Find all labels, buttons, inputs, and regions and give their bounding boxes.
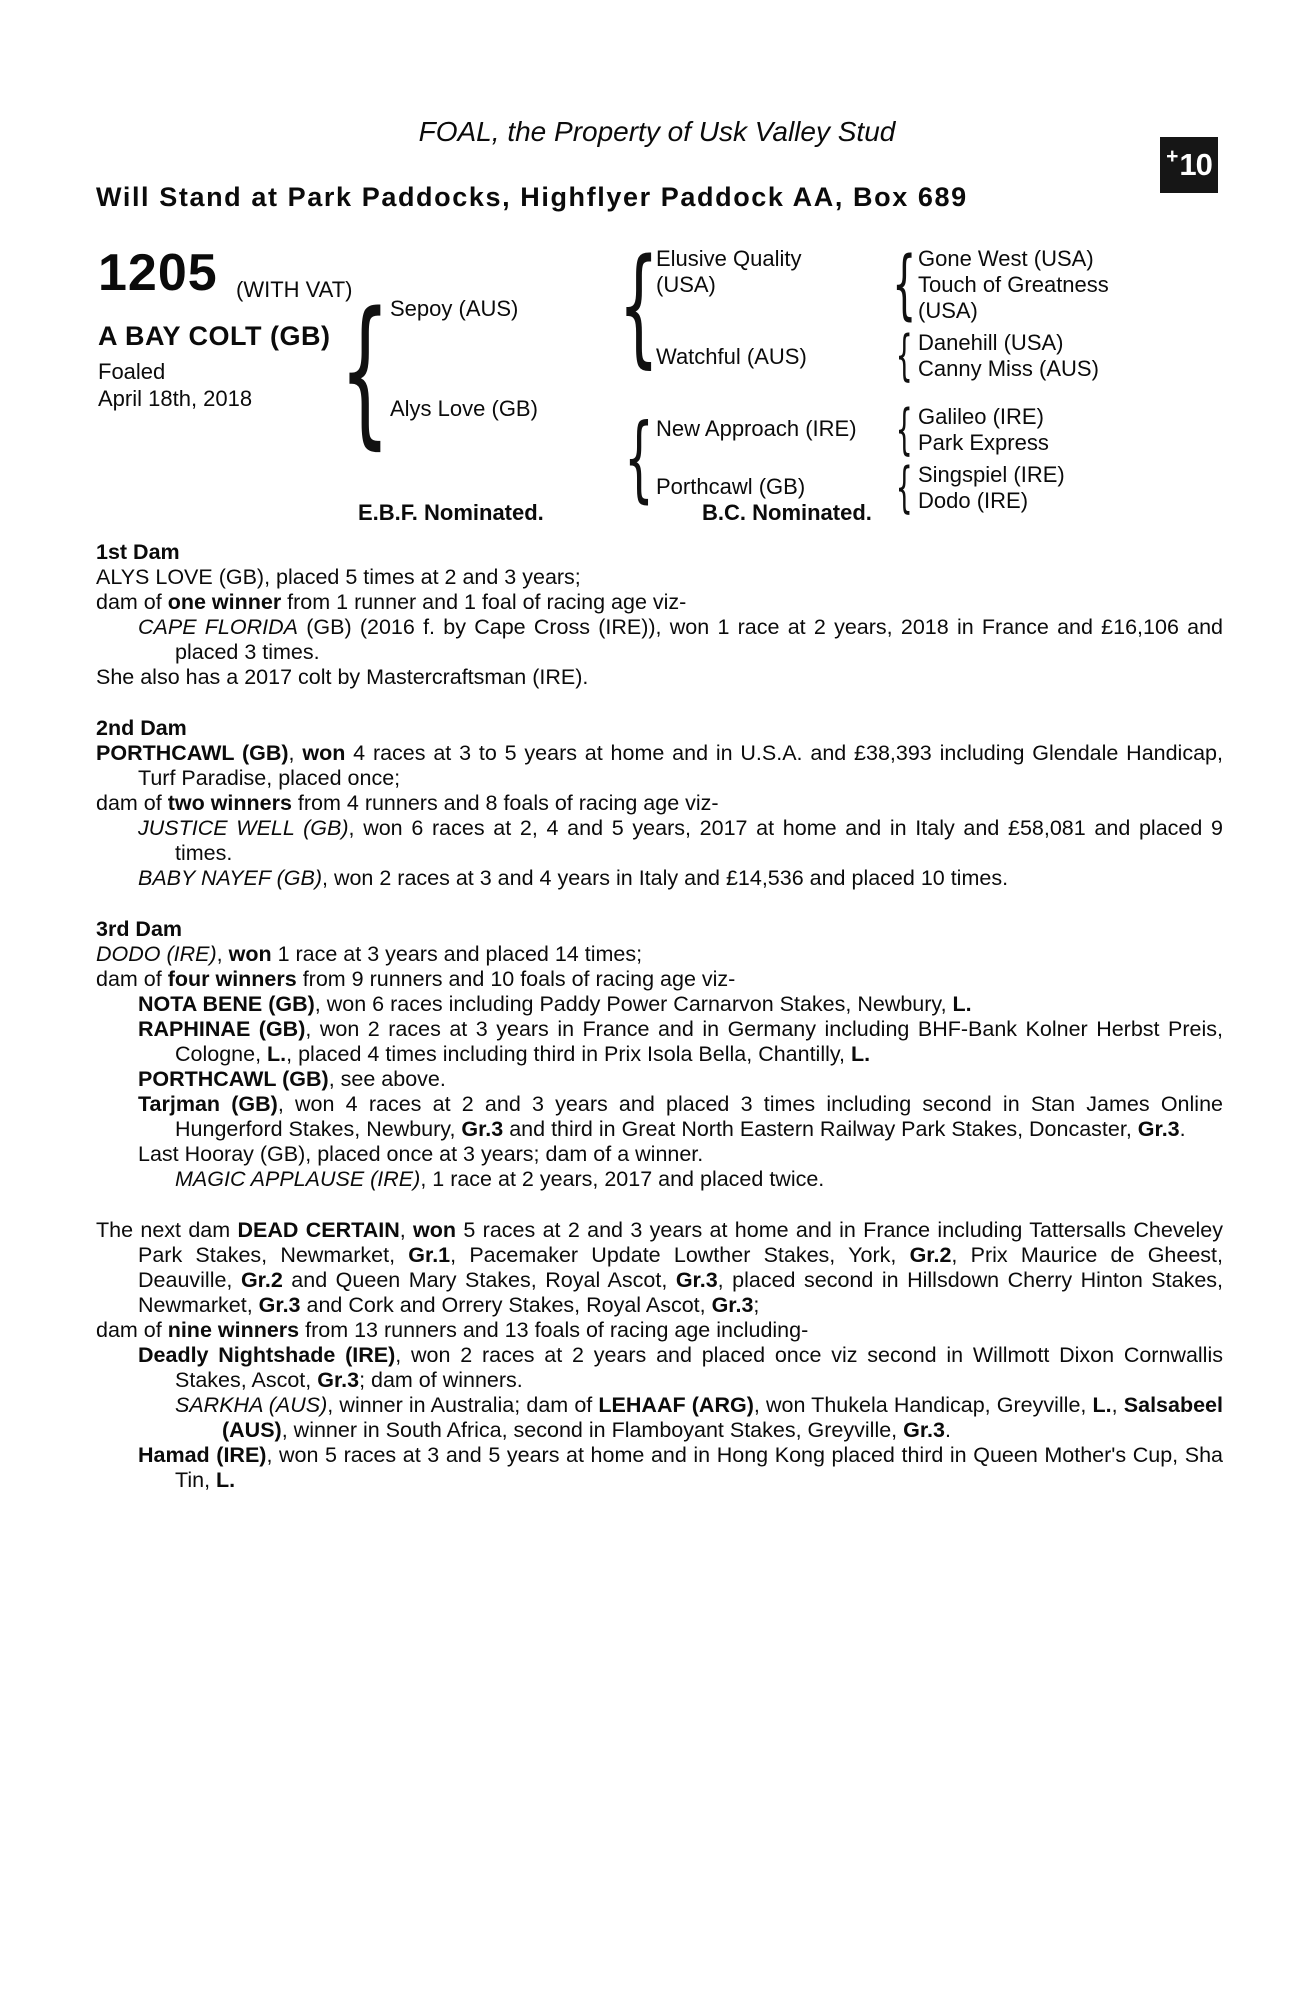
pedigree-dds: Singspiel (IRE) <box>918 462 1065 487</box>
pedigree-dam: Alys Love (GB) <box>390 396 538 421</box>
pedigree-sire: Sepoy (AUS) <box>390 296 519 321</box>
pedigree-sds: Danehill (USA) <box>918 330 1064 355</box>
bc-nominated: B.C. Nominated. <box>702 500 872 525</box>
section-heading: 2nd Dam <box>96 716 187 740</box>
brace-gen3-d-icon: { <box>895 455 913 519</box>
pedigree-paragraph: dam of one winner from 1 runner and 1 foal of racing age viz- <box>96 590 687 614</box>
pedigree-paragraph: dam of nine winners from 13 runners and 13 foals of racing age including- <box>96 1318 809 1342</box>
pedigree-paragraph: CAPE FLORIDA (GB) (2016 f. by Cape Cross (IRE)), won 1 race at 2 years, 2018 in France and £16,106 and placed 3 times. <box>138 615 1224 664</box>
pedigree-paragraph: Hamad (IRE), won 5 races at 3 and 5 years at home and in Hong Kong placed third in Queen Mother's Cup, Sha Tin, L. <box>138 1443 1224 1492</box>
brace-gen3-b-icon: { <box>895 323 913 387</box>
foaled-date: April 18th, 2018 <box>98 386 253 411</box>
pedigree-sire-sire: Elusive Quality <box>656 246 802 271</box>
pedigree-ssd: Touch of Greatness <box>918 272 1109 297</box>
pedigree-paragraph: Deadly Nightshade (IRE), won 2 races at 2 years and placed once viz second in Willmott Dixon Cornwallis Stakes, Ascot, Gr.3; dam of winners. <box>138 1343 1223 1392</box>
vat-note: (WITH VAT) <box>236 277 353 302</box>
brace-dam-parents-icon: { <box>624 403 654 513</box>
pedigree-sdd: Canny Miss (AUS) <box>918 356 1099 381</box>
badge-plus: + <box>1166 145 1179 168</box>
pedigree-sire-dam: Watchful (AUS) <box>656 344 807 369</box>
brace-gen3-a-icon: { <box>891 238 917 328</box>
pedigree-dam-dam: Porthcawl (GB) <box>656 474 806 499</box>
pedigree-ddd: Dodo (IRE) <box>918 488 1029 513</box>
pedigree-paragraph: PORTHCAWL (GB), won 4 races at 3 to 5 years at home and in U.S.A. and £38,393 including Glendale Handicap, Turf Paradise, placed once; <box>96 741 1223 790</box>
ebf-nominated: E.B.F. Nominated. <box>358 500 544 525</box>
pedigree-sire-sire-suffix: (USA) <box>656 272 716 297</box>
pedigree-dsd: Park Express <box>918 430 1049 455</box>
pedigree-paragraph: dam of two winners from 4 runners and 8 foals of racing age viz- <box>96 791 719 815</box>
badge-number: 10 <box>1179 147 1212 182</box>
brace-gen1-icon: { <box>339 276 391 464</box>
brace-sire-parents-icon: { <box>618 231 660 381</box>
foaled-label: Foaled <box>98 359 166 384</box>
pedigree-dam-sire: New Approach (IRE) <box>656 416 857 441</box>
horse-description: A BAY COLT (GB) <box>98 321 331 351</box>
brace-gen3-c-icon: { <box>895 397 913 461</box>
plus-ten-badge-icon <box>1160 137 1218 193</box>
pedigree-text-body <box>96 540 1223 1493</box>
pedigree-paragraph: Last Hooray (GB), placed once at 3 years; dam of a winner. <box>138 1142 704 1166</box>
pedigree-dss: Galileo (IRE) <box>918 404 1044 429</box>
pedigree-paragraph: PORTHCAWL (GB), see above. <box>138 1067 446 1091</box>
section-heading: 3rd Dam <box>96 917 183 941</box>
section-heading: 1st Dam <box>96 540 180 564</box>
stand-location-line: Will Stand at Park Paddocks, Highflyer Paddock AA, Box 689 <box>96 182 968 212</box>
pedigree-sss: Gone West (USA) <box>918 246 1094 271</box>
lot-number: 1205 <box>98 244 218 302</box>
pedigree-paragraph: DODO (IRE), won 1 race at 3 years and placed 14 times; <box>96 942 643 966</box>
pedigree-ssd-suffix: (USA) <box>918 298 978 323</box>
pedigree-paragraph: Tarjman (GB), won 4 races at 2 and 3 years and placed 3 times including second in Stan James Online Hungerford Stakes, Newbury, Gr.3 and third in Great North Eastern Railway Park Stakes, Doncaster, Gr.3. <box>138 1092 1223 1141</box>
pedigree-paragraph: JUSTICE WELL (GB), won 6 races at 2, 4 and 5 years, 2017 at home and in Italy and £58,081 and placed 9 times. <box>138 816 1223 865</box>
pedigree-paragraph: NOTA BENE (GB), won 6 races including Paddy Power Carnarvon Stakes, Newbury, L. <box>138 992 972 1016</box>
page-title: FOAL, the Property of Usk Valley Stud <box>418 116 896 147</box>
pedigree-paragraph: ALYS LOVE (GB), placed 5 times at 2 and 3 years; <box>96 565 581 589</box>
pedigree-paragraph: She also has a 2017 colt by Mastercraftsman (IRE). <box>96 665 589 689</box>
pedigree-paragraph: SARKHA (AUS), winner in Australia; dam of LEHAAF (ARG), won Thukela Handicap, Greyville, L., Salsabeel (AUS), winner in South Africa, second in Flamboyant Stakes, Greyville, Gr.3. <box>175 1393 1223 1442</box>
pedigree-paragraph: dam of four winners from 9 runners and 10 foals of racing age viz- <box>96 967 736 991</box>
pedigree-paragraph: BABY NAYEF (GB), won 2 races at 3 and 4 years in Italy and £14,536 and placed 10 times. <box>138 866 1009 890</box>
pedigree-paragraph: The next dam DEAD CERTAIN, won 5 races at 2 and 3 years at home and in France including Tattersalls Cheveley Park Stakes, Newmarket, Gr.1, Pacemaker Update Lowther Stakes, York, Gr.2, Prix Maurice de Gheest, Deauville, Gr.2 and Queen Mary Stakes, Royal Ascot, Gr.3, placed second in Hillsdown Cherry Hinton Stakes, Newmarket, Gr.3 and Cork and Orrery Stakes, Royal Ascot, Gr.3; <box>96 1218 1224 1317</box>
pedigree-paragraph: MAGIC APPLAUSE (IRE), 1 race at 2 years, 2017 and placed twice. <box>175 1167 825 1191</box>
pedigree-paragraph: RAPHINAE (GB), won 2 races at 3 years in France and in Germany including BHF-Bank Kolner Herbst Preis, Cologne, L., placed 4 times including third in Prix Isola Bella, Chantilly, L. <box>138 1017 1223 1066</box>
